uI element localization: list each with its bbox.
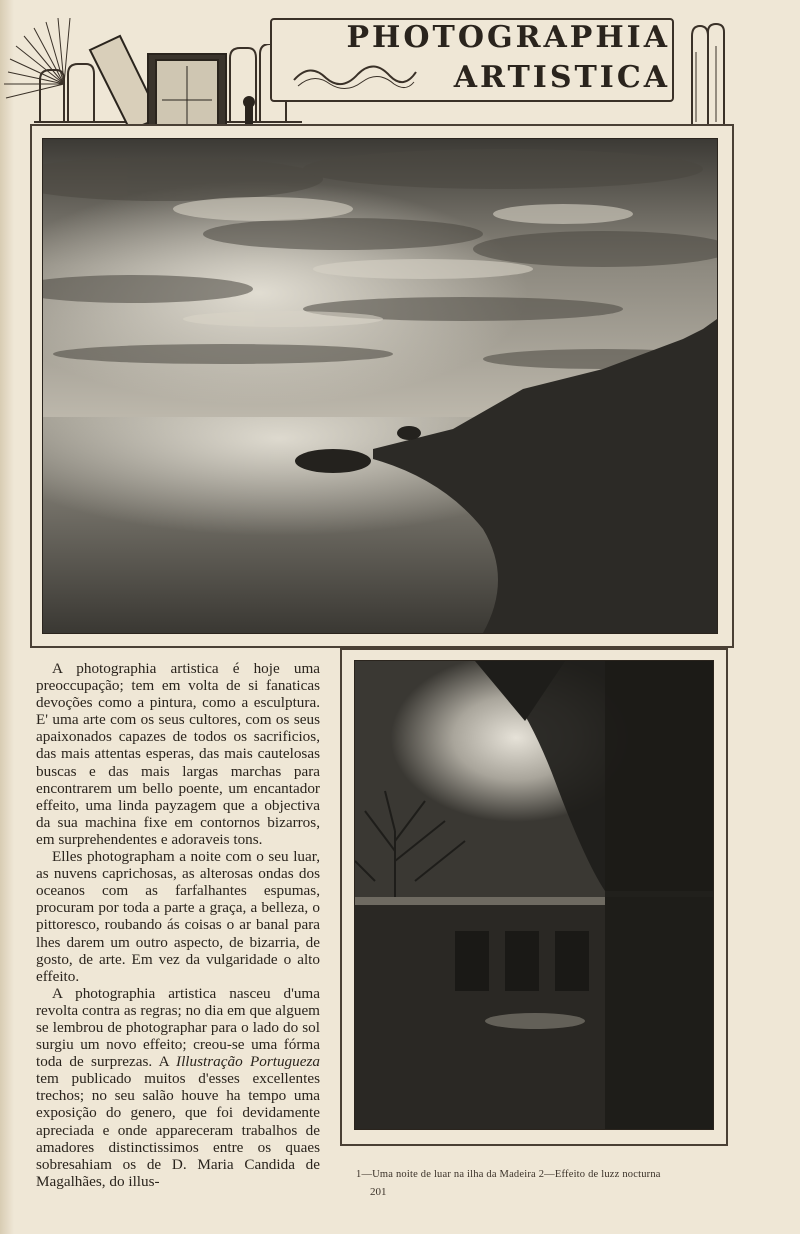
magazine-title: Illustração Portugueza <box>176 1053 320 1071</box>
page-number: 201 <box>370 1186 387 1198</box>
page-binding-edge <box>0 0 14 1234</box>
article-body <box>36 660 320 1190</box>
page-title-line2: ARTISTICA <box>453 60 670 95</box>
article-paragraph-3 <box>36 985 320 1190</box>
paragraph-3-text-b: tem publicado muitos d'esses excellentes trechos; no seu salão houve ha tempo uma exposição do genero, que foi devidamente apreciada e onde appareceram trabalhos de amadores distinctissimos entre os quaes sobresahiam os de D. Maria Candida de Magalhães, do illus- <box>36 1070 320 1190</box>
paragraph-3-text-a: A photographia artistica nasceu d'uma revolta contra as regras; no dia em que alguem se lembrou de photographar para o lado do sol surgiu um novo effeito; creou-se uma fórma toda de surprezas. A <box>36 984 320 1071</box>
article-paragraph-2: Elles photographam a noite com o seu luar, as nuvens caprichosas, as alterosas ondas dos oceanos com as farfalhantes espumas, procuram por toda a parte a graça, a belleza, o pittoresco, roubando ás coisas o ar banal para lhes darem um outro aspecto, de bizarria, de gosto, de arte. Em vez da vulgaridade o alto effeito. <box>36 848 320 985</box>
scroll-ornament-right <box>686 22 730 128</box>
article-paragraph-1: A photographia artistica é hoje uma preoccupação; tem em volta de si fanaticas devoções como a pintura, como a esculptura. E' uma arte com os seus cultores, com os seus apaixonados capazes de todos os sacrificios, das mais attentas esperas, das mais cautelosas buscas e das mais largas marchas para encontrarem um bello poente, um encantador effeito, uma linda payzagem que a objectiva da sua machina fixe em contornos bizarros, em surprehendentes e adoraveis tons. <box>36 660 320 848</box>
page-title-line1: PHOTOGRAPHIA <box>346 20 670 55</box>
photo-caption: 1—Uma noite de luar na ilha da Madeira 2—Effeito de luzz nocturna <box>356 1169 661 1180</box>
nocturnal-light-photo <box>354 660 714 1130</box>
moonlit-seascape-photo <box>42 138 718 634</box>
